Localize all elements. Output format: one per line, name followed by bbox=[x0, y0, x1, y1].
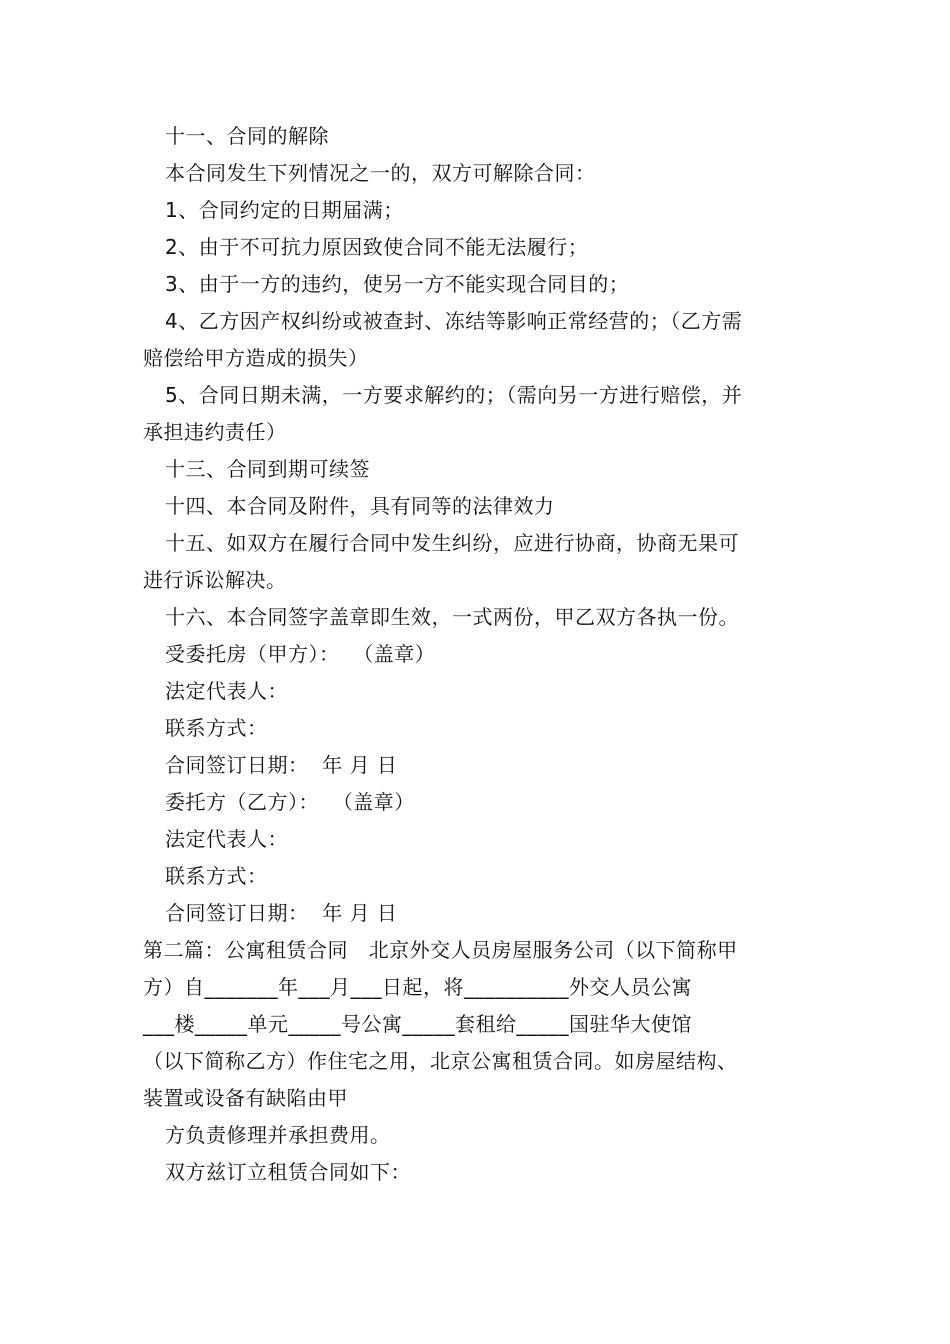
paragraph-line: ___楼_____单元_____号公寓_____套租给_____国驻华大使馆 bbox=[143, 1012, 692, 1036]
signature-date: 合同签订日期： 年 月 日 bbox=[165, 901, 398, 925]
list-item-continuation: 承担违约责任） bbox=[143, 420, 287, 444]
document-body bbox=[143, 118, 813, 1191]
signature-party-b: 委托方（乙方）： （盖章） bbox=[165, 790, 415, 814]
section-heading: 十四、本合同及附件，具有同等的法律效力 bbox=[165, 494, 555, 518]
signature-party-a: 受委托房（甲方）： （盖章） bbox=[165, 642, 436, 666]
section-heading: 十五、如双方在履行合同中发生纠纷，应进行协商，协商无果可 bbox=[165, 531, 739, 555]
paragraph-line: 方负责修理并承担费用。 bbox=[165, 1123, 391, 1147]
paragraph-line: 本合同发生下列情况之一的，双方可解除合同： bbox=[165, 161, 596, 185]
list-item: 3、由于一方的违约，使另一方不能实现合同目的； bbox=[165, 272, 630, 296]
section-heading: 十三、合同到期可续签 bbox=[165, 457, 370, 481]
signature-representative: 法定代表人： bbox=[165, 679, 288, 703]
list-item-continuation: 赔偿给甲方造成的损失） bbox=[143, 346, 369, 370]
signature-representative: 法定代表人： bbox=[165, 827, 288, 851]
signature-contact: 联系方式： bbox=[165, 864, 268, 888]
paragraph-line: 装置或设备有缺陷由甲 bbox=[143, 1086, 348, 1110]
list-item: 4、乙方因产权纠纷或被查封、冻结等影响正常经营的；（乙方需 bbox=[165, 309, 743, 333]
paragraph-continuation: 进行诉讼解决。 bbox=[143, 568, 287, 592]
signature-date: 合同签订日期： 年 月 日 bbox=[165, 753, 398, 777]
list-item: 5、合同日期未满，一方要求解约的；（需向另一方进行赔偿，并 bbox=[165, 383, 743, 407]
paragraph-line: （以下简称乙方）作住宅之用，北京公寓租赁合同。如房屋结构、 bbox=[143, 1049, 738, 1073]
paragraph-line: 双方兹订立租赁合同如下： bbox=[165, 1160, 411, 1184]
chapter-heading-line: 第二篇：公寓租赁合同 北京外交人员房屋服务公司（以下简称甲 bbox=[143, 938, 738, 962]
signature-contact: 联系方式： bbox=[165, 716, 268, 740]
list-item: 2、由于不可抗力原因致使合同不能无法履行； bbox=[165, 235, 589, 259]
section-heading: 十六、本合同签字盖章即生效，一式两份，甲乙双方各执一份。 bbox=[165, 605, 739, 629]
list-item: 1、合同约定的日期届满； bbox=[165, 198, 404, 222]
paragraph-line: 方）自_______年___月___日起，将__________外交人员公寓 bbox=[143, 975, 692, 999]
section-heading: 十一、合同的解除 bbox=[165, 124, 329, 148]
